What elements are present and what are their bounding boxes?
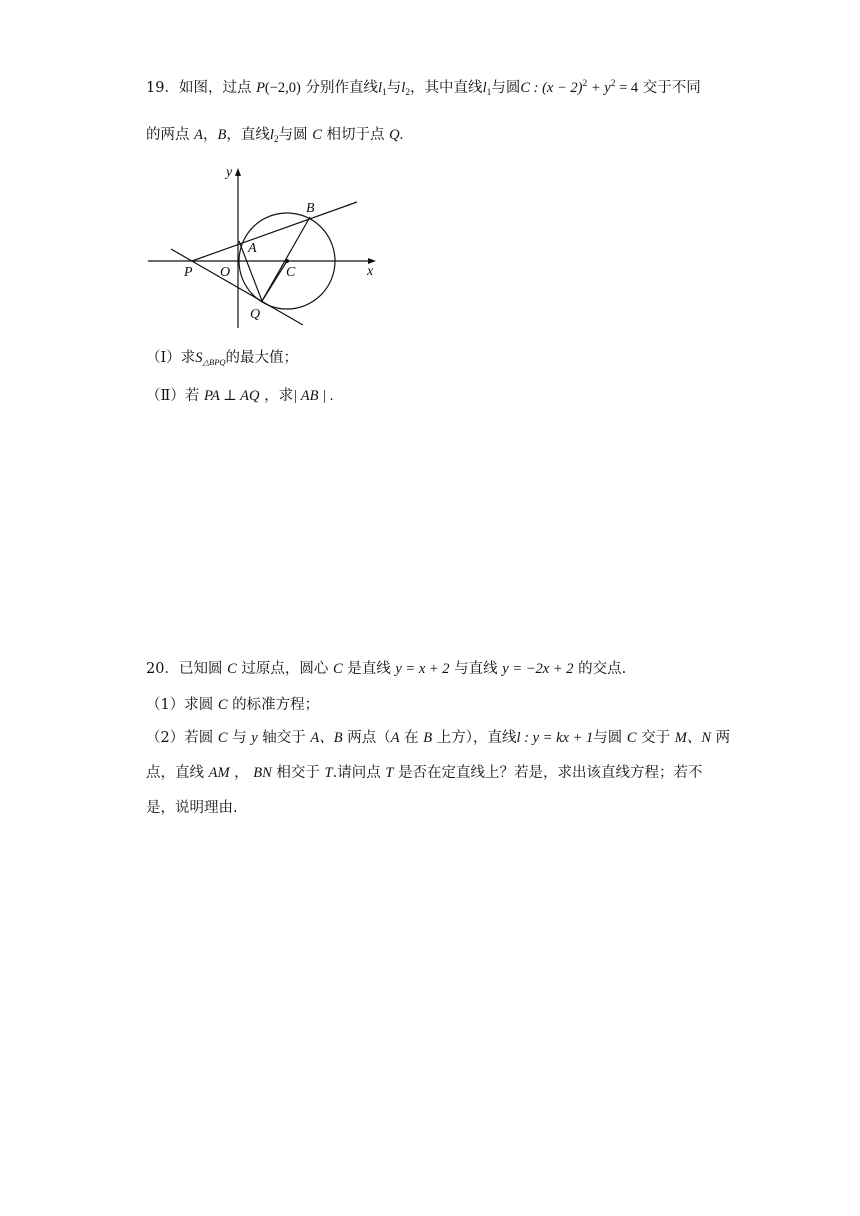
center-point [285,259,289,263]
label-b: B [306,201,315,216]
q19-geometry-figure [140,160,390,330]
label-y: y [226,165,233,180]
q20-stem-line1: 20．已知圆 C 过原点，圆心 C 是直线 y = x + 2 与直线 y = −2x + 2 的交点. [146,661,627,677]
segment-cq [262,261,287,301]
y-axis-arrow [235,168,241,176]
line-l1 [192,202,357,261]
q19-part2: （Ⅱ）若 PA ⊥ AQ ，求| AB | . [146,388,334,404]
q20-part2-line2: 点，直线 AM ， BN 相交于 T.请问点 T 是否在定直线上？若是，求出该直线方程；若不 [146,765,703,781]
q20-part1: （1）求圆 C 的标准方程； [146,697,320,713]
label-x: x [367,264,374,279]
label-a: A [248,241,257,256]
q19-stem-line1: 19．如图，过点 P(−2,0) 分别作直线$l_1$与$l_2$，其中直线$l_1$与圆C : $(x - 2)^2 + y^2 = 4$ 交于不同 [146,79,701,98]
line-l2 [171,249,303,325]
q19-part1: （Ⅰ）求$S_{\triangle BPQ}$的最大值； [146,350,299,367]
q19-number: 19． [146,80,179,96]
label-q: Q [250,307,261,322]
label-c: C [286,265,296,280]
q20-number: 20． [146,661,179,677]
label-o: O [220,265,231,280]
q20-part2-line1: （2）若圆 C 与 y 轴交于 A、B 两点（A 在 B 上方），直线l : y = kx + 1与圆 C 交于 M、N 两 [146,730,731,746]
label-p: P [184,265,193,280]
q19-stem-line2: 的两点 A，B，直线$l_2$与圆 C 相切于点 Q. [146,127,404,145]
q20-part2-line3: 是，说明理由. [146,800,238,816]
